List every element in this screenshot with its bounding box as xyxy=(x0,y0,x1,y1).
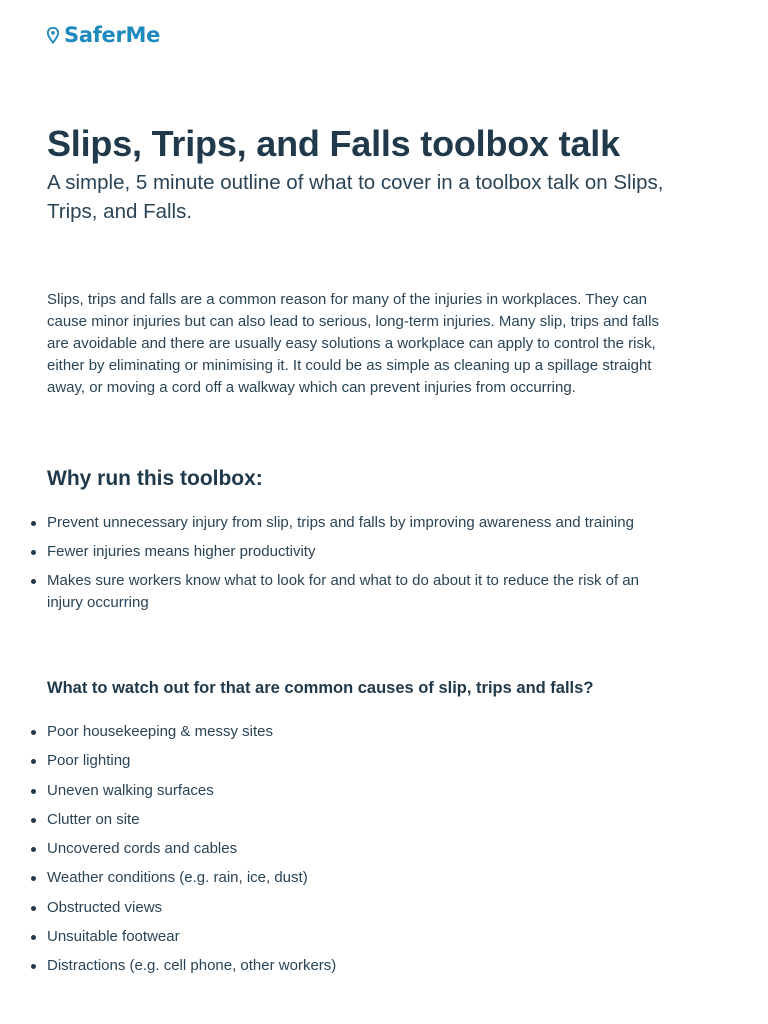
why-list xyxy=(47,512,662,621)
list-item: Prevent unnecessary injury from slip, trips and falls by improving awareness and training xyxy=(47,512,662,534)
list-item: Weather conditions (e.g. rain, ice, dust) xyxy=(47,867,662,889)
list-item: Uneven walking surfaces xyxy=(47,780,662,802)
list-item: Obstructed views xyxy=(47,897,662,919)
list-item: Clutter on site xyxy=(47,809,662,831)
list-item: Uncovered cords and cables xyxy=(47,838,662,860)
intro-paragraph: Slips, trips and falls are a common reason for many of the injuries in workplaces. They can cause minor injuries but can also lead to serious, long-term injuries. Many slip, trips and falls are avoidable and there are usually easy solutions a workplace can apply to control the risk, either by eliminating or minimising it. It could be as simple as cleaning up a spillage straight away, or moving a cord off a walkway which can prevent injuries from occurring. xyxy=(47,291,659,396)
logo-text: SaferMe xyxy=(64,23,161,47)
watch-list xyxy=(47,721,662,985)
page-title: Slips, Trips, and Falls toolbox talk xyxy=(47,123,620,164)
why-heading: Why run this toolbox: xyxy=(47,467,263,490)
watch-heading: What to watch out for that are common causes of slip, trips and falls? xyxy=(47,679,594,697)
location-pin-icon xyxy=(47,27,59,44)
list-item: Poor housekeeping & messy sites xyxy=(47,721,662,743)
list-item: Makes sure workers know what to look for and what to do about it to reduce the risk of an injury occurring xyxy=(47,570,662,614)
brand-logo xyxy=(47,22,160,48)
list-item: Poor lighting xyxy=(47,750,662,772)
list-item: Distractions (e.g. cell phone, other workers) xyxy=(47,955,662,977)
list-item: Unsuitable footwear xyxy=(47,926,662,948)
page-subtitle: A simple, 5 minute outline of what to cover in a toolbox talk on Slips, Trips, and Falls. xyxy=(47,171,664,223)
list-item: Fewer injuries means higher productivity xyxy=(47,541,662,563)
